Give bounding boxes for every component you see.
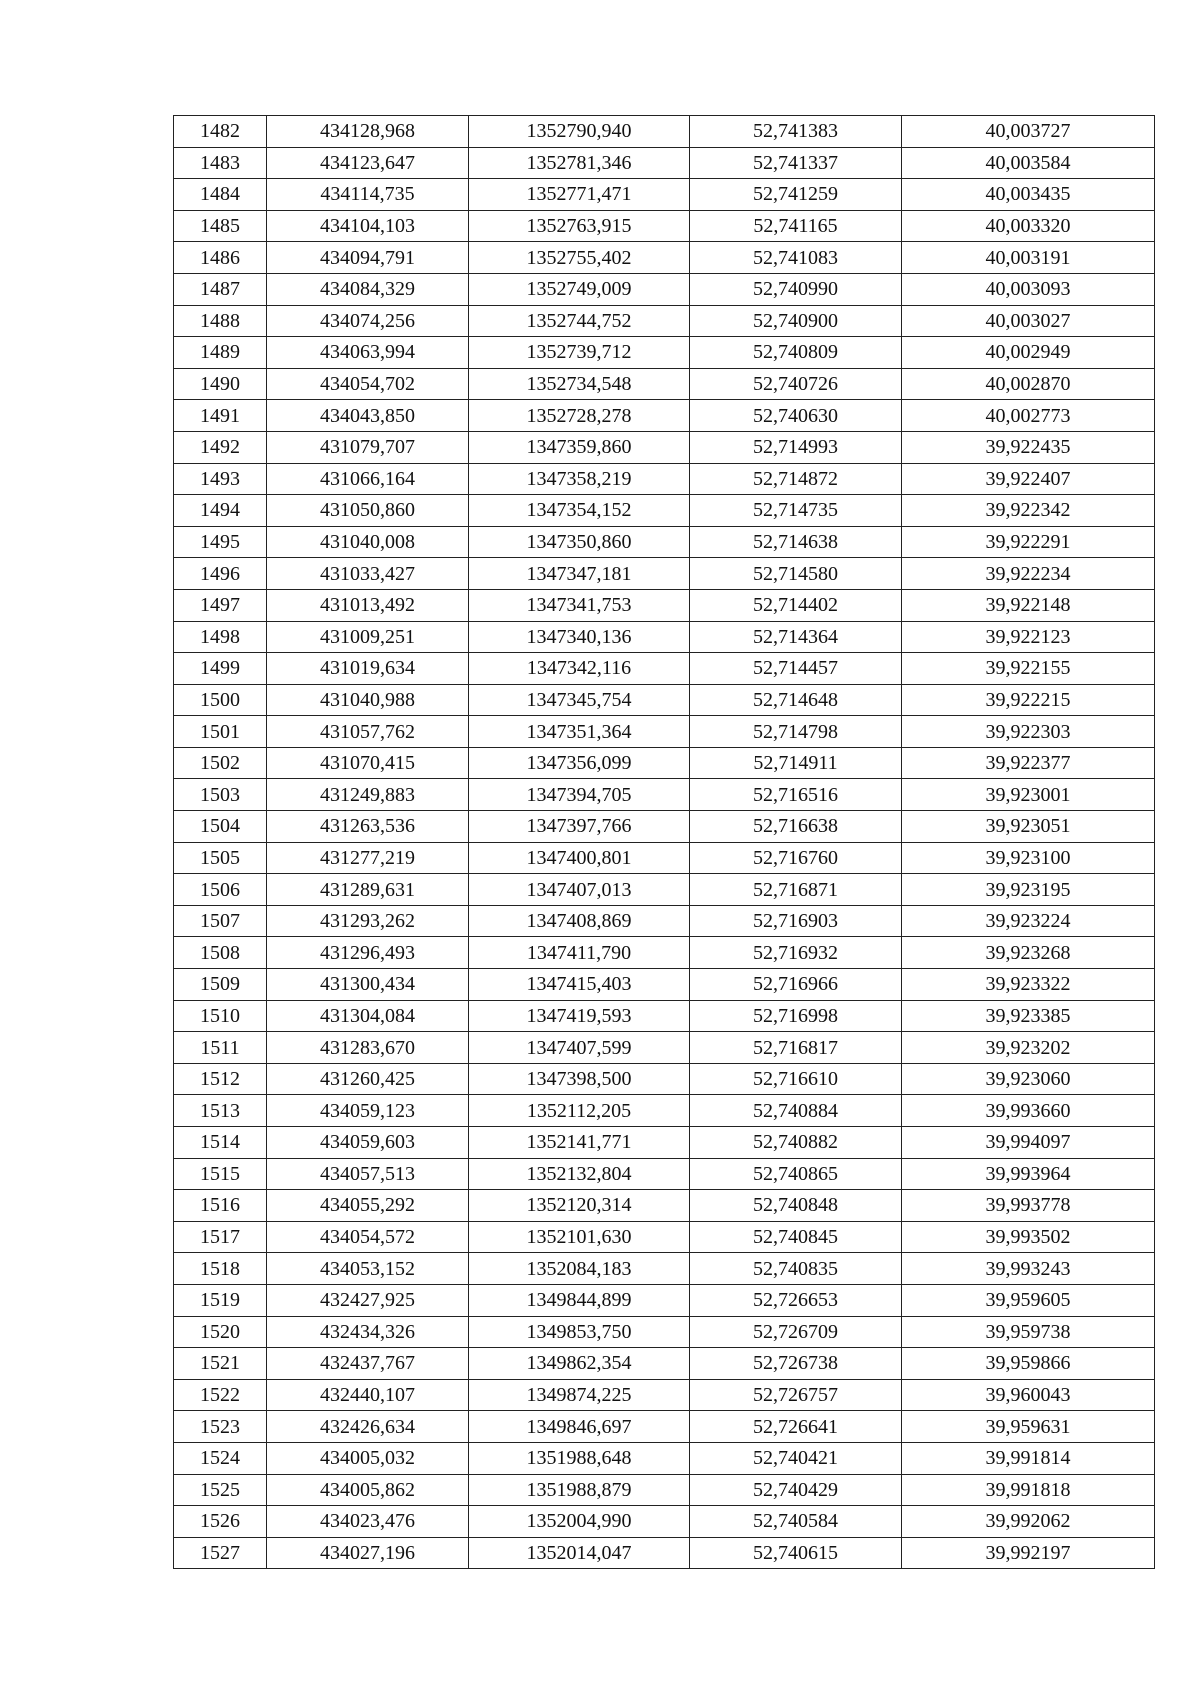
longitude-cell: 40,003435 bbox=[902, 179, 1155, 211]
table-row bbox=[174, 337, 1155, 369]
point-number-cell: 1520 bbox=[174, 1316, 267, 1348]
x-coordinate-cell: 434043,850 bbox=[267, 400, 469, 432]
latitude-cell: 52,740882 bbox=[690, 1127, 902, 1159]
latitude-cell: 52,726757 bbox=[690, 1379, 902, 1411]
y-coordinate-cell: 1351988,648 bbox=[469, 1442, 690, 1474]
latitude-cell: 52,716998 bbox=[690, 1000, 902, 1032]
latitude-cell: 52,714993 bbox=[690, 431, 902, 463]
table-row bbox=[174, 273, 1155, 305]
y-coordinate-cell: 1352014,047 bbox=[469, 1537, 690, 1569]
longitude-cell: 39,959738 bbox=[902, 1316, 1155, 1348]
longitude-cell: 39,922303 bbox=[902, 716, 1155, 748]
longitude-cell: 39,923322 bbox=[902, 969, 1155, 1001]
table-row bbox=[174, 779, 1155, 811]
point-number-cell: 1523 bbox=[174, 1411, 267, 1443]
table-row bbox=[174, 1221, 1155, 1253]
point-number-cell: 1511 bbox=[174, 1032, 267, 1064]
point-number-cell: 1492 bbox=[174, 431, 267, 463]
point-number-cell: 1525 bbox=[174, 1474, 267, 1506]
x-coordinate-cell: 432437,767 bbox=[267, 1348, 469, 1380]
point-number-cell: 1513 bbox=[174, 1095, 267, 1127]
longitude-cell: 39,922291 bbox=[902, 526, 1155, 558]
y-coordinate-cell: 1349853,750 bbox=[469, 1316, 690, 1348]
y-coordinate-cell: 1352734,548 bbox=[469, 368, 690, 400]
latitude-cell: 52,714638 bbox=[690, 526, 902, 558]
table-row bbox=[174, 905, 1155, 937]
latitude-cell: 52,740865 bbox=[690, 1158, 902, 1190]
x-coordinate-cell: 432440,107 bbox=[267, 1379, 469, 1411]
table-row bbox=[174, 1190, 1155, 1222]
y-coordinate-cell: 1347341,753 bbox=[469, 589, 690, 621]
x-coordinate-cell: 434005,032 bbox=[267, 1442, 469, 1474]
longitude-cell: 39,923202 bbox=[902, 1032, 1155, 1064]
y-coordinate-cell: 1349862,354 bbox=[469, 1348, 690, 1380]
point-number-cell: 1518 bbox=[174, 1253, 267, 1285]
table-row bbox=[174, 684, 1155, 716]
x-coordinate-cell: 434054,702 bbox=[267, 368, 469, 400]
table-row bbox=[174, 1348, 1155, 1380]
point-number-cell: 1496 bbox=[174, 558, 267, 590]
table-row bbox=[174, 147, 1155, 179]
latitude-cell: 52,740630 bbox=[690, 400, 902, 432]
point-number-cell: 1498 bbox=[174, 621, 267, 653]
y-coordinate-cell: 1347411,790 bbox=[469, 937, 690, 969]
x-coordinate-cell: 434094,791 bbox=[267, 242, 469, 274]
latitude-cell: 52,741165 bbox=[690, 210, 902, 242]
longitude-cell: 39,922148 bbox=[902, 589, 1155, 621]
point-number-cell: 1500 bbox=[174, 684, 267, 716]
point-number-cell: 1490 bbox=[174, 368, 267, 400]
x-coordinate-cell: 434084,329 bbox=[267, 273, 469, 305]
x-coordinate-cell: 431040,988 bbox=[267, 684, 469, 716]
longitude-cell: 40,003027 bbox=[902, 305, 1155, 337]
table-row bbox=[174, 1442, 1155, 1474]
latitude-cell: 52,726709 bbox=[690, 1316, 902, 1348]
y-coordinate-cell: 1352755,402 bbox=[469, 242, 690, 274]
latitude-cell: 52,714648 bbox=[690, 684, 902, 716]
y-coordinate-cell: 1352739,712 bbox=[469, 337, 690, 369]
latitude-cell: 52,714798 bbox=[690, 716, 902, 748]
latitude-cell: 52,741337 bbox=[690, 147, 902, 179]
table-row bbox=[174, 1095, 1155, 1127]
point-number-cell: 1508 bbox=[174, 937, 267, 969]
x-coordinate-cell: 431009,251 bbox=[267, 621, 469, 653]
y-coordinate-cell: 1347351,364 bbox=[469, 716, 690, 748]
coordinates-table-body bbox=[174, 116, 1155, 1569]
y-coordinate-cell: 1347345,754 bbox=[469, 684, 690, 716]
longitude-cell: 39,922377 bbox=[902, 747, 1155, 779]
y-coordinate-cell: 1347397,766 bbox=[469, 811, 690, 843]
point-number-cell: 1497 bbox=[174, 589, 267, 621]
table-row bbox=[174, 526, 1155, 558]
table-row bbox=[174, 1474, 1155, 1506]
longitude-cell: 39,991814 bbox=[902, 1442, 1155, 1474]
table-row bbox=[174, 463, 1155, 495]
y-coordinate-cell: 1347347,181 bbox=[469, 558, 690, 590]
y-coordinate-cell: 1347359,860 bbox=[469, 431, 690, 463]
table-row bbox=[174, 400, 1155, 432]
y-coordinate-cell: 1347356,099 bbox=[469, 747, 690, 779]
x-coordinate-cell: 434054,572 bbox=[267, 1221, 469, 1253]
longitude-cell: 39,922234 bbox=[902, 558, 1155, 590]
longitude-cell: 39,922215 bbox=[902, 684, 1155, 716]
x-coordinate-cell: 431249,883 bbox=[267, 779, 469, 811]
longitude-cell: 39,960043 bbox=[902, 1379, 1155, 1411]
table-row bbox=[174, 179, 1155, 211]
x-coordinate-cell: 431260,425 bbox=[267, 1063, 469, 1095]
longitude-cell: 39,959605 bbox=[902, 1284, 1155, 1316]
table-row bbox=[174, 1411, 1155, 1443]
latitude-cell: 52,716871 bbox=[690, 874, 902, 906]
y-coordinate-cell: 1352004,990 bbox=[469, 1506, 690, 1538]
latitude-cell: 52,716932 bbox=[690, 937, 902, 969]
latitude-cell: 52,740990 bbox=[690, 273, 902, 305]
point-number-cell: 1519 bbox=[174, 1284, 267, 1316]
longitude-cell: 39,923224 bbox=[902, 905, 1155, 937]
longitude-cell: 39,922407 bbox=[902, 463, 1155, 495]
y-coordinate-cell: 1347354,152 bbox=[469, 495, 690, 527]
latitude-cell: 52,716966 bbox=[690, 969, 902, 1001]
y-coordinate-cell: 1352744,752 bbox=[469, 305, 690, 337]
point-number-cell: 1484 bbox=[174, 179, 267, 211]
longitude-cell: 39,959866 bbox=[902, 1348, 1155, 1380]
latitude-cell: 52,714364 bbox=[690, 621, 902, 653]
latitude-cell: 52,714911 bbox=[690, 747, 902, 779]
table-row bbox=[174, 1316, 1155, 1348]
longitude-cell: 40,003320 bbox=[902, 210, 1155, 242]
x-coordinate-cell: 434059,603 bbox=[267, 1127, 469, 1159]
latitude-cell: 52,726653 bbox=[690, 1284, 902, 1316]
y-coordinate-cell: 1351988,879 bbox=[469, 1474, 690, 1506]
latitude-cell: 52,740429 bbox=[690, 1474, 902, 1506]
table-row bbox=[174, 242, 1155, 274]
longitude-cell: 39,923195 bbox=[902, 874, 1155, 906]
longitude-cell: 39,923060 bbox=[902, 1063, 1155, 1095]
longitude-cell: 39,923100 bbox=[902, 842, 1155, 874]
latitude-cell: 52,714872 bbox=[690, 463, 902, 495]
table-row bbox=[174, 653, 1155, 685]
table-row bbox=[174, 1537, 1155, 1569]
table-row bbox=[174, 495, 1155, 527]
x-coordinate-cell: 431289,631 bbox=[267, 874, 469, 906]
longitude-cell: 39,923051 bbox=[902, 811, 1155, 843]
x-coordinate-cell: 431019,634 bbox=[267, 653, 469, 685]
point-number-cell: 1487 bbox=[174, 273, 267, 305]
y-coordinate-cell: 1352101,630 bbox=[469, 1221, 690, 1253]
point-number-cell: 1514 bbox=[174, 1127, 267, 1159]
table-row bbox=[174, 1063, 1155, 1095]
longitude-cell: 40,003191 bbox=[902, 242, 1155, 274]
longitude-cell: 39,994097 bbox=[902, 1127, 1155, 1159]
y-coordinate-cell: 1347350,860 bbox=[469, 526, 690, 558]
x-coordinate-cell: 431066,164 bbox=[267, 463, 469, 495]
longitude-cell: 40,003093 bbox=[902, 273, 1155, 305]
latitude-cell: 52,740615 bbox=[690, 1537, 902, 1569]
latitude-cell: 52,740809 bbox=[690, 337, 902, 369]
latitude-cell: 52,714580 bbox=[690, 558, 902, 590]
x-coordinate-cell: 431283,670 bbox=[267, 1032, 469, 1064]
longitude-cell: 39,923268 bbox=[902, 937, 1155, 969]
x-coordinate-cell: 434123,647 bbox=[267, 147, 469, 179]
y-coordinate-cell: 1347340,136 bbox=[469, 621, 690, 653]
point-number-cell: 1483 bbox=[174, 147, 267, 179]
x-coordinate-cell: 434057,513 bbox=[267, 1158, 469, 1190]
point-number-cell: 1491 bbox=[174, 400, 267, 432]
longitude-cell: 40,002870 bbox=[902, 368, 1155, 400]
x-coordinate-cell: 431057,762 bbox=[267, 716, 469, 748]
point-number-cell: 1506 bbox=[174, 874, 267, 906]
table-row bbox=[174, 937, 1155, 969]
point-number-cell: 1522 bbox=[174, 1379, 267, 1411]
coordinates-table bbox=[173, 115, 1155, 1569]
point-number-cell: 1515 bbox=[174, 1158, 267, 1190]
y-coordinate-cell: 1352781,346 bbox=[469, 147, 690, 179]
latitude-cell: 52,740900 bbox=[690, 305, 902, 337]
table-row bbox=[174, 368, 1155, 400]
point-number-cell: 1501 bbox=[174, 716, 267, 748]
longitude-cell: 39,923385 bbox=[902, 1000, 1155, 1032]
x-coordinate-cell: 434059,123 bbox=[267, 1095, 469, 1127]
table-row bbox=[174, 1032, 1155, 1064]
x-coordinate-cell: 431033,427 bbox=[267, 558, 469, 590]
latitude-cell: 52,716903 bbox=[690, 905, 902, 937]
table-row bbox=[174, 969, 1155, 1001]
y-coordinate-cell: 1347415,403 bbox=[469, 969, 690, 1001]
table-row bbox=[174, 1253, 1155, 1285]
point-number-cell: 1510 bbox=[174, 1000, 267, 1032]
table-row bbox=[174, 1000, 1155, 1032]
latitude-cell: 52,716516 bbox=[690, 779, 902, 811]
point-number-cell: 1494 bbox=[174, 495, 267, 527]
table-row bbox=[174, 1158, 1155, 1190]
y-coordinate-cell: 1347407,599 bbox=[469, 1032, 690, 1064]
point-number-cell: 1485 bbox=[174, 210, 267, 242]
table-row bbox=[174, 811, 1155, 843]
latitude-cell: 52,726738 bbox=[690, 1348, 902, 1380]
point-number-cell: 1517 bbox=[174, 1221, 267, 1253]
point-number-cell: 1505 bbox=[174, 842, 267, 874]
latitude-cell: 52,741383 bbox=[690, 116, 902, 148]
longitude-cell: 40,002949 bbox=[902, 337, 1155, 369]
x-coordinate-cell: 431277,219 bbox=[267, 842, 469, 874]
longitude-cell: 39,993243 bbox=[902, 1253, 1155, 1285]
point-number-cell: 1516 bbox=[174, 1190, 267, 1222]
longitude-cell: 39,993964 bbox=[902, 1158, 1155, 1190]
point-number-cell: 1509 bbox=[174, 969, 267, 1001]
latitude-cell: 52,741083 bbox=[690, 242, 902, 274]
x-coordinate-cell: 431040,008 bbox=[267, 526, 469, 558]
x-coordinate-cell: 432427,925 bbox=[267, 1284, 469, 1316]
x-coordinate-cell: 432426,634 bbox=[267, 1411, 469, 1443]
point-number-cell: 1495 bbox=[174, 526, 267, 558]
x-coordinate-cell: 431300,434 bbox=[267, 969, 469, 1001]
point-number-cell: 1524 bbox=[174, 1442, 267, 1474]
y-coordinate-cell: 1347358,219 bbox=[469, 463, 690, 495]
point-number-cell: 1502 bbox=[174, 747, 267, 779]
point-number-cell: 1526 bbox=[174, 1506, 267, 1538]
x-coordinate-cell: 434104,103 bbox=[267, 210, 469, 242]
table-row bbox=[174, 842, 1155, 874]
longitude-cell: 39,922342 bbox=[902, 495, 1155, 527]
point-number-cell: 1504 bbox=[174, 811, 267, 843]
latitude-cell: 52,740421 bbox=[690, 1442, 902, 1474]
point-number-cell: 1489 bbox=[174, 337, 267, 369]
x-coordinate-cell: 431079,707 bbox=[267, 431, 469, 463]
y-coordinate-cell: 1347400,801 bbox=[469, 842, 690, 874]
latitude-cell: 52,714735 bbox=[690, 495, 902, 527]
x-coordinate-cell: 431050,860 bbox=[267, 495, 469, 527]
longitude-cell: 40,003727 bbox=[902, 116, 1155, 148]
x-coordinate-cell: 431263,536 bbox=[267, 811, 469, 843]
table-row bbox=[174, 1506, 1155, 1538]
table-row bbox=[174, 589, 1155, 621]
table-row bbox=[174, 747, 1155, 779]
longitude-cell: 39,992197 bbox=[902, 1537, 1155, 1569]
table-row bbox=[174, 431, 1155, 463]
point-number-cell: 1499 bbox=[174, 653, 267, 685]
x-coordinate-cell: 431070,415 bbox=[267, 747, 469, 779]
x-coordinate-cell: 434005,862 bbox=[267, 1474, 469, 1506]
latitude-cell: 52,726641 bbox=[690, 1411, 902, 1443]
y-coordinate-cell: 1352084,183 bbox=[469, 1253, 690, 1285]
table-row bbox=[174, 210, 1155, 242]
point-number-cell: 1507 bbox=[174, 905, 267, 937]
table-row bbox=[174, 558, 1155, 590]
latitude-cell: 52,716610 bbox=[690, 1063, 902, 1095]
y-coordinate-cell: 1352763,915 bbox=[469, 210, 690, 242]
point-number-cell: 1503 bbox=[174, 779, 267, 811]
x-coordinate-cell: 431293,262 bbox=[267, 905, 469, 937]
longitude-cell: 39,922435 bbox=[902, 431, 1155, 463]
longitude-cell: 39,993660 bbox=[902, 1095, 1155, 1127]
longitude-cell: 39,922155 bbox=[902, 653, 1155, 685]
y-coordinate-cell: 1347408,869 bbox=[469, 905, 690, 937]
point-number-cell: 1488 bbox=[174, 305, 267, 337]
longitude-cell: 40,002773 bbox=[902, 400, 1155, 432]
latitude-cell: 52,714457 bbox=[690, 653, 902, 685]
y-coordinate-cell: 1352112,205 bbox=[469, 1095, 690, 1127]
y-coordinate-cell: 1352771,471 bbox=[469, 179, 690, 211]
y-coordinate-cell: 1347342,116 bbox=[469, 653, 690, 685]
point-number-cell: 1527 bbox=[174, 1537, 267, 1569]
y-coordinate-cell: 1349846,697 bbox=[469, 1411, 690, 1443]
y-coordinate-cell: 1347407,013 bbox=[469, 874, 690, 906]
point-number-cell: 1486 bbox=[174, 242, 267, 274]
point-number-cell: 1493 bbox=[174, 463, 267, 495]
x-coordinate-cell: 432434,326 bbox=[267, 1316, 469, 1348]
y-coordinate-cell: 1352749,009 bbox=[469, 273, 690, 305]
longitude-cell: 39,923001 bbox=[902, 779, 1155, 811]
table-row bbox=[174, 621, 1155, 653]
longitude-cell: 39,992062 bbox=[902, 1506, 1155, 1538]
y-coordinate-cell: 1347398,500 bbox=[469, 1063, 690, 1095]
x-coordinate-cell: 434023,476 bbox=[267, 1506, 469, 1538]
latitude-cell: 52,740884 bbox=[690, 1095, 902, 1127]
x-coordinate-cell: 431296,493 bbox=[267, 937, 469, 969]
x-coordinate-cell: 431013,492 bbox=[267, 589, 469, 621]
latitude-cell: 52,741259 bbox=[690, 179, 902, 211]
y-coordinate-cell: 1352728,278 bbox=[469, 400, 690, 432]
latitude-cell: 52,716817 bbox=[690, 1032, 902, 1064]
longitude-cell: 39,922123 bbox=[902, 621, 1155, 653]
point-number-cell: 1512 bbox=[174, 1063, 267, 1095]
y-coordinate-cell: 1347394,705 bbox=[469, 779, 690, 811]
table-row bbox=[174, 116, 1155, 148]
y-coordinate-cell: 1352790,940 bbox=[469, 116, 690, 148]
latitude-cell: 52,716760 bbox=[690, 842, 902, 874]
latitude-cell: 52,716638 bbox=[690, 811, 902, 843]
latitude-cell: 52,740726 bbox=[690, 368, 902, 400]
x-coordinate-cell: 431304,084 bbox=[267, 1000, 469, 1032]
longitude-cell: 39,993778 bbox=[902, 1190, 1155, 1222]
y-coordinate-cell: 1349844,899 bbox=[469, 1284, 690, 1316]
table-row bbox=[174, 716, 1155, 748]
x-coordinate-cell: 434128,968 bbox=[267, 116, 469, 148]
y-coordinate-cell: 1352132,804 bbox=[469, 1158, 690, 1190]
latitude-cell: 52,740845 bbox=[690, 1221, 902, 1253]
x-coordinate-cell: 434114,735 bbox=[267, 179, 469, 211]
y-coordinate-cell: 1352120,314 bbox=[469, 1190, 690, 1222]
table-row bbox=[174, 874, 1155, 906]
latitude-cell: 52,740584 bbox=[690, 1506, 902, 1538]
table-row bbox=[174, 1379, 1155, 1411]
x-coordinate-cell: 434053,152 bbox=[267, 1253, 469, 1285]
x-coordinate-cell: 434027,196 bbox=[267, 1537, 469, 1569]
latitude-cell: 52,740835 bbox=[690, 1253, 902, 1285]
point-number-cell: 1521 bbox=[174, 1348, 267, 1380]
table-row bbox=[174, 305, 1155, 337]
longitude-cell: 39,991818 bbox=[902, 1474, 1155, 1506]
longitude-cell: 39,993502 bbox=[902, 1221, 1155, 1253]
x-coordinate-cell: 434074,256 bbox=[267, 305, 469, 337]
longitude-cell: 40,003584 bbox=[902, 147, 1155, 179]
y-coordinate-cell: 1352141,771 bbox=[469, 1127, 690, 1159]
latitude-cell: 52,714402 bbox=[690, 589, 902, 621]
table-row bbox=[174, 1284, 1155, 1316]
longitude-cell: 39,959631 bbox=[902, 1411, 1155, 1443]
point-number-cell: 1482 bbox=[174, 116, 267, 148]
x-coordinate-cell: 434055,292 bbox=[267, 1190, 469, 1222]
y-coordinate-cell: 1349874,225 bbox=[469, 1379, 690, 1411]
table-row bbox=[174, 1127, 1155, 1159]
x-coordinate-cell: 434063,994 bbox=[267, 337, 469, 369]
latitude-cell: 52,740848 bbox=[690, 1190, 902, 1222]
y-coordinate-cell: 1347419,593 bbox=[469, 1000, 690, 1032]
